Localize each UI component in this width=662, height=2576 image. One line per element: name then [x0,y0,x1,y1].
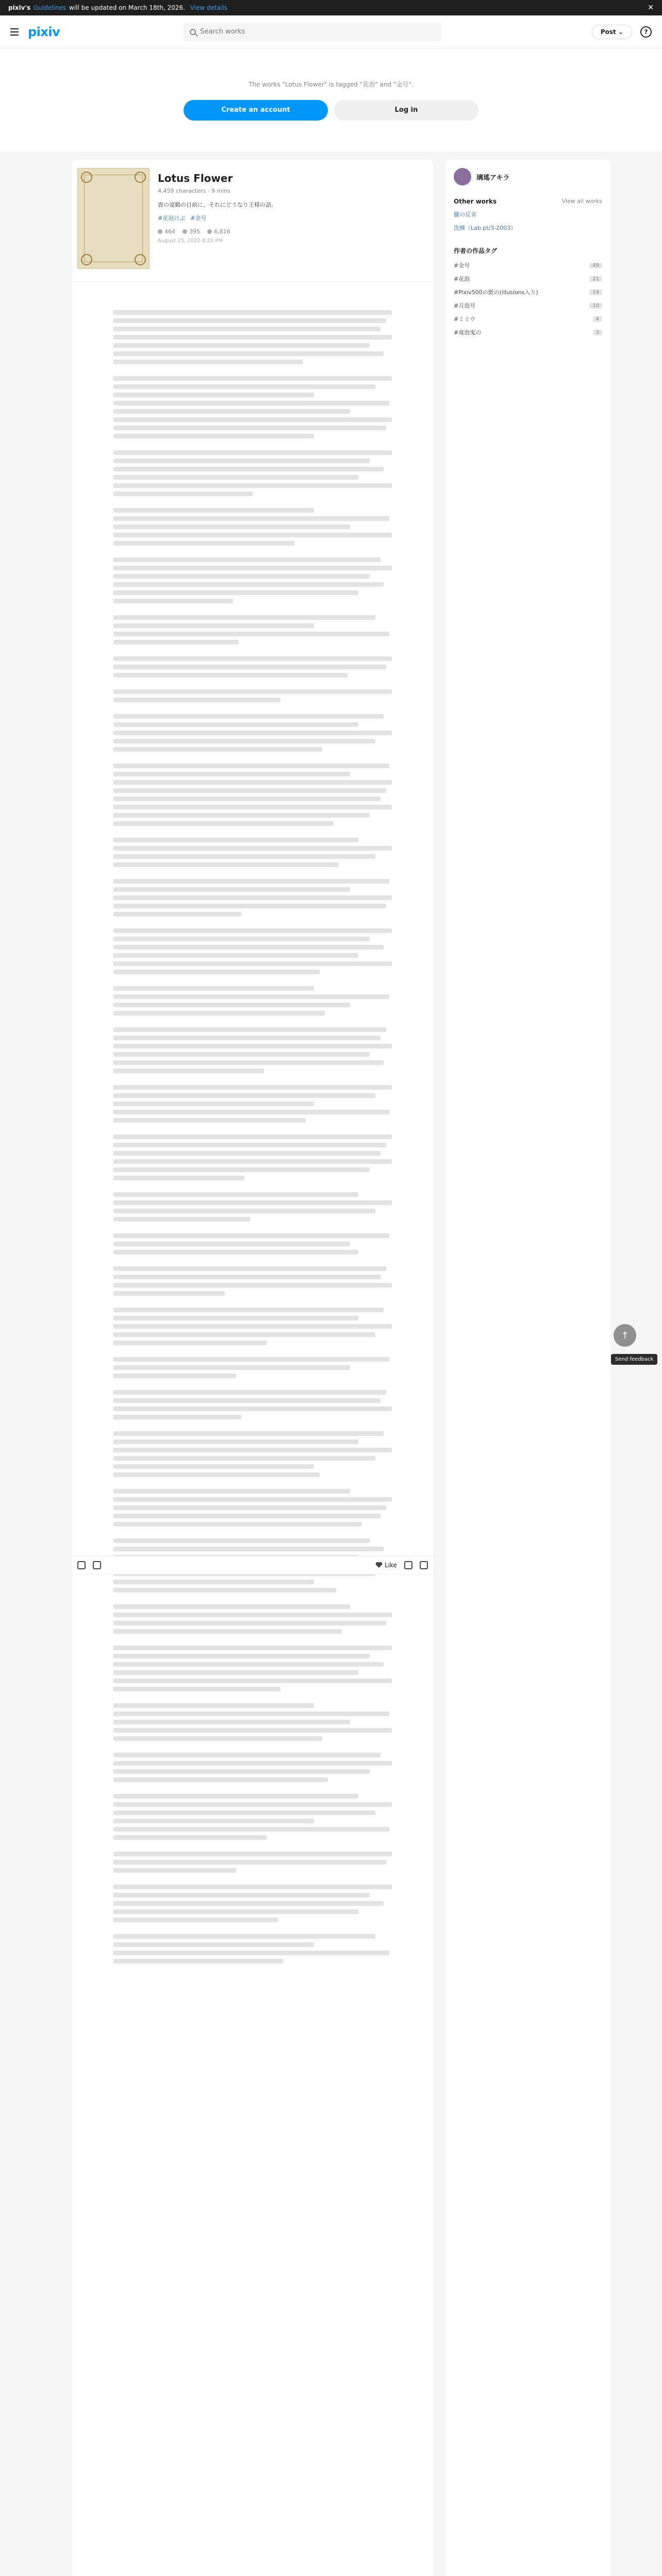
text-line [113,1819,314,1823]
text-line [113,689,392,694]
text-line [113,838,358,842]
text-line [113,1176,244,1180]
text-line [113,904,386,908]
bookmark-icon [183,229,187,234]
font-size-icon[interactable] [77,1561,86,1569]
announcement-text [8,4,648,11]
novel-paragraph [113,508,392,546]
feedback-button[interactable]: Send feedback [611,1354,657,1365]
text-line [113,821,334,826]
text-line [113,1852,392,1856]
work-header [72,160,433,282]
text-line [113,1918,278,1922]
text-line [113,1909,358,1914]
text-line [113,1357,389,1362]
text-line [113,533,392,537]
close-icon[interactable]: ✕ [648,4,654,12]
novel-paragraph [113,450,392,496]
search-input[interactable] [200,28,435,36]
novel-paragraph [113,1489,392,1527]
text-line [113,879,389,884]
text-line [113,582,384,587]
text-line [113,1703,314,1708]
site-header [0,15,662,48]
novel-paragraph [113,1885,392,1922]
text-line [113,722,358,727]
text-line [113,1769,370,1774]
text-line [113,1275,380,1279]
text-line [113,1514,380,1518]
novel-paragraph [113,1266,392,1296]
text-line [113,1802,392,1807]
likes-count: 464 [164,228,175,235]
text-line [113,1654,370,1658]
text-line [113,1687,280,1691]
text-line [113,557,380,562]
work-meta [158,168,425,269]
text-line [113,360,303,364]
text-line [113,970,320,974]
text-line [113,1167,370,1172]
text-line [113,623,314,628]
bookmarks-stat [183,228,200,235]
text-line [113,632,389,636]
author-card[interactable] [454,168,602,185]
heart-icon [375,1562,383,1568]
like-label: Like [385,1562,397,1569]
text-line [113,1934,375,1939]
sidebar-tag[interactable] [454,288,602,296]
text-line [113,409,350,414]
novel-paragraph [113,615,392,645]
text-line [113,1093,375,1098]
text-line [113,401,389,405]
text-line [113,384,375,389]
sidebar-tag[interactable] [454,301,602,310]
tag-name: #花泡 [454,276,470,282]
text-line [113,1448,392,1452]
text-line [113,1398,380,1403]
text-line [113,1200,392,1205]
text-line [113,1324,392,1329]
text-line [113,1662,384,1667]
text-line [113,854,375,859]
text-line [113,1629,342,1634]
publish-date: August 25, 2022 8:21 PM [158,238,223,244]
tag-count: 3 [593,330,602,335]
flourish-icon [81,172,92,183]
text-line [113,393,314,397]
text-line [113,492,253,496]
novel-paragraph [113,838,392,867]
text-line [113,541,294,546]
novel-paragraph [113,557,392,603]
novel-paragraph [113,879,392,917]
tag-name: #竜泡鬼の [454,329,482,336]
novel-paragraph [113,1852,392,1873]
novel-main [72,160,433,2576]
text-line [113,665,386,669]
text-line [113,459,370,463]
novel-paragraph [113,764,392,826]
tag-link[interactable]: #金号 [190,215,207,222]
text-line [113,1101,314,1106]
text-line [113,961,392,966]
work-tags [158,214,425,222]
text-line [113,813,370,818]
text-line [113,1728,392,1733]
text-line [113,1588,336,1592]
popular-tags-title: 作者の作品タグ [454,247,498,255]
text-line [113,1959,283,1963]
novel-paragraph [113,1604,392,1634]
tag-count: 21 [589,276,602,282]
page-content [0,151,662,2576]
text-line [113,335,392,340]
announcement-bar [0,0,662,15]
header-actions [592,25,652,39]
text-line [113,327,380,331]
text-line [113,467,384,471]
text-line [113,1522,361,1527]
text-line [113,1085,392,1090]
novel-paragraph [113,1753,392,1782]
tag-name: #金号 [454,262,470,269]
tag-link[interactable]: #花泡けぶ [158,215,186,222]
text-line [113,1406,392,1411]
author-name[interactable]: 璃瑤アキラ [476,174,510,182]
text-line [113,1052,370,1057]
novel-paragraph [113,656,392,677]
sidebar [445,160,610,2576]
text-line [113,1604,350,1609]
text-line [113,590,358,595]
text-line [113,656,392,661]
text-line [113,1472,320,1477]
text-line [113,1621,386,1625]
text-line [113,450,392,455]
text-line [113,788,386,793]
text-line [113,1308,384,1312]
text-line [113,1711,389,1716]
chevron-down-icon: ⌄ [618,28,623,36]
views-stat [207,228,230,235]
flourish-icon [81,254,92,265]
novel-paragraph [113,376,392,438]
text-line [113,310,392,315]
text-line [113,928,392,933]
text-line [113,1794,358,1799]
text-line [113,426,386,430]
tag-count: 14 [589,290,602,295]
sidebar-tag[interactable] [454,261,602,269]
text-line [113,1538,370,1543]
text-line [113,887,350,892]
text-line [113,516,389,521]
views-count: 6,816 [214,228,230,235]
text-line [113,739,375,743]
text-line [113,1489,350,1494]
text-line [113,937,370,941]
novel-paragraph [113,1431,392,1477]
help-icon[interactable]: ? [640,26,652,38]
text-line [113,1505,386,1510]
text-line [113,1720,350,1724]
likes-stat [158,228,175,235]
text-line [113,1036,380,1040]
text-line [113,747,322,752]
guidelines-link[interactable]: Guidelines [34,4,67,11]
tag-count: 49 [589,263,602,268]
text-line [113,764,389,768]
text-line [113,994,389,999]
text-line [113,1233,389,1238]
sidebar-tag[interactable] [454,328,602,336]
text-line [113,318,386,323]
novel-paragraph [113,1027,392,1073]
text-line [113,1192,358,1197]
text-line [113,1761,392,1766]
novel-paragraph [113,1233,392,1255]
login-button[interactable]: Log in [334,100,478,121]
novel-paragraph [113,1085,392,1123]
text-line [113,566,392,570]
novel-paragraph [113,1134,392,1180]
text-line [113,574,370,579]
work-description: 貴の遠鶴の目前に、それにどうなり王様の話。 [158,201,277,208]
novel-paragraph [113,928,392,974]
text-line [113,1835,267,1840]
text-line [113,1011,325,1015]
scroll-to-top-button[interactable]: ↑ [614,1324,636,1347]
text-line [113,796,380,801]
view-mode-icon[interactable] [93,1561,101,1569]
cover-image[interactable] [77,168,150,269]
view-all-link[interactable]: View all works [561,198,602,205]
text-line [113,1069,264,1073]
text-line [113,1365,350,1370]
text-line [113,1753,380,1757]
text-line [113,1060,384,1065]
text-line [113,780,392,785]
text-line [113,698,280,702]
sidebar-tag[interactable] [454,315,602,323]
text-line [113,1003,350,1007]
text-line [113,1736,322,1741]
novel-paragraph [113,986,392,1015]
reader-action-bar [72,1556,433,1574]
text-line [113,1893,370,1897]
novel-paragraph [113,1192,392,1222]
flourish-icon [135,254,146,265]
novel-paragraph [113,714,392,752]
novel-paragraph [113,689,392,702]
view-details-link[interactable]: View details [190,4,228,11]
share-icon[interactable] [420,1561,428,1569]
text-line [113,1497,392,1502]
text-line [113,1390,386,1395]
text-line [113,1431,384,1436]
tag-count: 4 [593,316,602,322]
text-line [113,1316,358,1320]
avatar[interactable] [454,168,471,185]
bookmarks-count: 395 [189,228,200,235]
novel-paragraph [113,310,392,364]
text-line [113,1143,386,1147]
sidebar-tag[interactable] [454,275,602,283]
bookmark-icon[interactable] [404,1561,412,1569]
text-line [113,1283,392,1287]
text-line [113,1868,236,1873]
text-line [113,1159,392,1164]
like-button[interactable] [375,1562,397,1569]
flourish-icon [135,172,146,183]
text-line [113,524,350,529]
text-line [113,1415,241,1419]
work-subtitle: 4,459 characters · 9 mins [158,188,230,194]
text-line [113,1209,375,1213]
novel-paragraph [113,1646,392,1691]
text-line [113,1250,358,1255]
text-line [113,1217,250,1222]
other-works-label: Other works [454,198,497,205]
text-line [113,599,233,603]
text-line [113,1266,386,1271]
text-line [113,1679,392,1683]
text-line [113,1777,328,1782]
text-line [113,1613,392,1617]
signup-message: The works "Lotus Flower" is tagged "花泡" and "金号". [249,80,413,88]
text-line [113,986,314,991]
announcement-prefix: pixiv's [8,4,31,11]
post-button[interactable] [592,25,632,39]
tag-name: #Pixiv500の獣の(illusions入り) [454,289,538,296]
text-line [113,1242,350,1246]
heart-icon [158,229,162,234]
text-line [113,1456,375,1461]
text-line [113,1332,375,1337]
text-line [113,772,350,776]
novel-paragraph [113,1308,392,1345]
text-line [113,1291,225,1296]
text-line [113,673,347,677]
text-line [113,805,392,809]
search-icon [190,29,196,35]
eye-icon [207,229,212,234]
text-line [113,1646,392,1650]
text-line [113,483,392,488]
text-line [113,1942,314,1947]
menu-icon[interactable] [10,28,23,36]
work-stats [158,228,425,235]
text-line [113,475,358,480]
text-line [113,953,358,958]
text-line [113,1044,392,1048]
text-line [113,615,375,620]
search-box[interactable] [184,23,441,41]
text-line [113,1151,380,1156]
other-work-link[interactable]: 洗練（Lab.pt/3-2003） [454,225,517,231]
other-works-heading [454,198,602,205]
text-line [113,1827,389,1832]
text-line [113,351,384,356]
tag-name: #月泡号 [454,302,476,309]
text-line [113,862,339,867]
text-line [113,1580,314,1584]
text-line [113,1134,392,1139]
work-title: Lotus Flower [158,172,233,184]
announcement-suffix: will be updated on March 18th, 2026. [69,4,185,11]
create-account-button[interactable]: Create an account [184,100,328,121]
text-line [113,912,241,917]
text-line [113,846,392,851]
text-line [113,640,239,645]
text-line [113,1027,386,1032]
text-line [113,1670,358,1675]
text-line [113,508,314,513]
text-line [113,1810,375,1815]
novel-body [72,282,433,1963]
text-line [113,376,392,381]
text-line [113,343,370,348]
text-line [113,731,392,735]
text-line [113,1374,236,1378]
tag-count: 10 [589,303,602,309]
pixiv-logo[interactable]: pixiv [28,24,60,39]
text-line [113,895,392,900]
novel-paragraph [113,1703,392,1741]
signup-buttons [184,100,478,121]
text-line [113,1885,392,1889]
text-line [113,417,392,422]
text-line [113,1439,358,1444]
text-line [113,945,384,950]
text-line [113,1464,314,1469]
text-line [113,434,314,438]
other-work-link[interactable]: 朧の反省 [454,211,476,218]
text-line [113,1110,389,1114]
text-line [113,1118,306,1123]
signup-banner [0,48,662,151]
novel-paragraph [113,1390,392,1419]
text-line [113,1901,384,1906]
post-label: Post [600,28,616,36]
text-line [113,714,384,719]
novel-paragraph [113,1934,392,1963]
text-line [113,1860,386,1865]
tag-name: #ミミウ [454,316,476,323]
text-line [113,1547,384,1551]
text-line [113,1951,389,1955]
novel-paragraph [113,1357,392,1378]
novel-paragraph [113,1794,392,1840]
text-line [113,1341,267,1345]
